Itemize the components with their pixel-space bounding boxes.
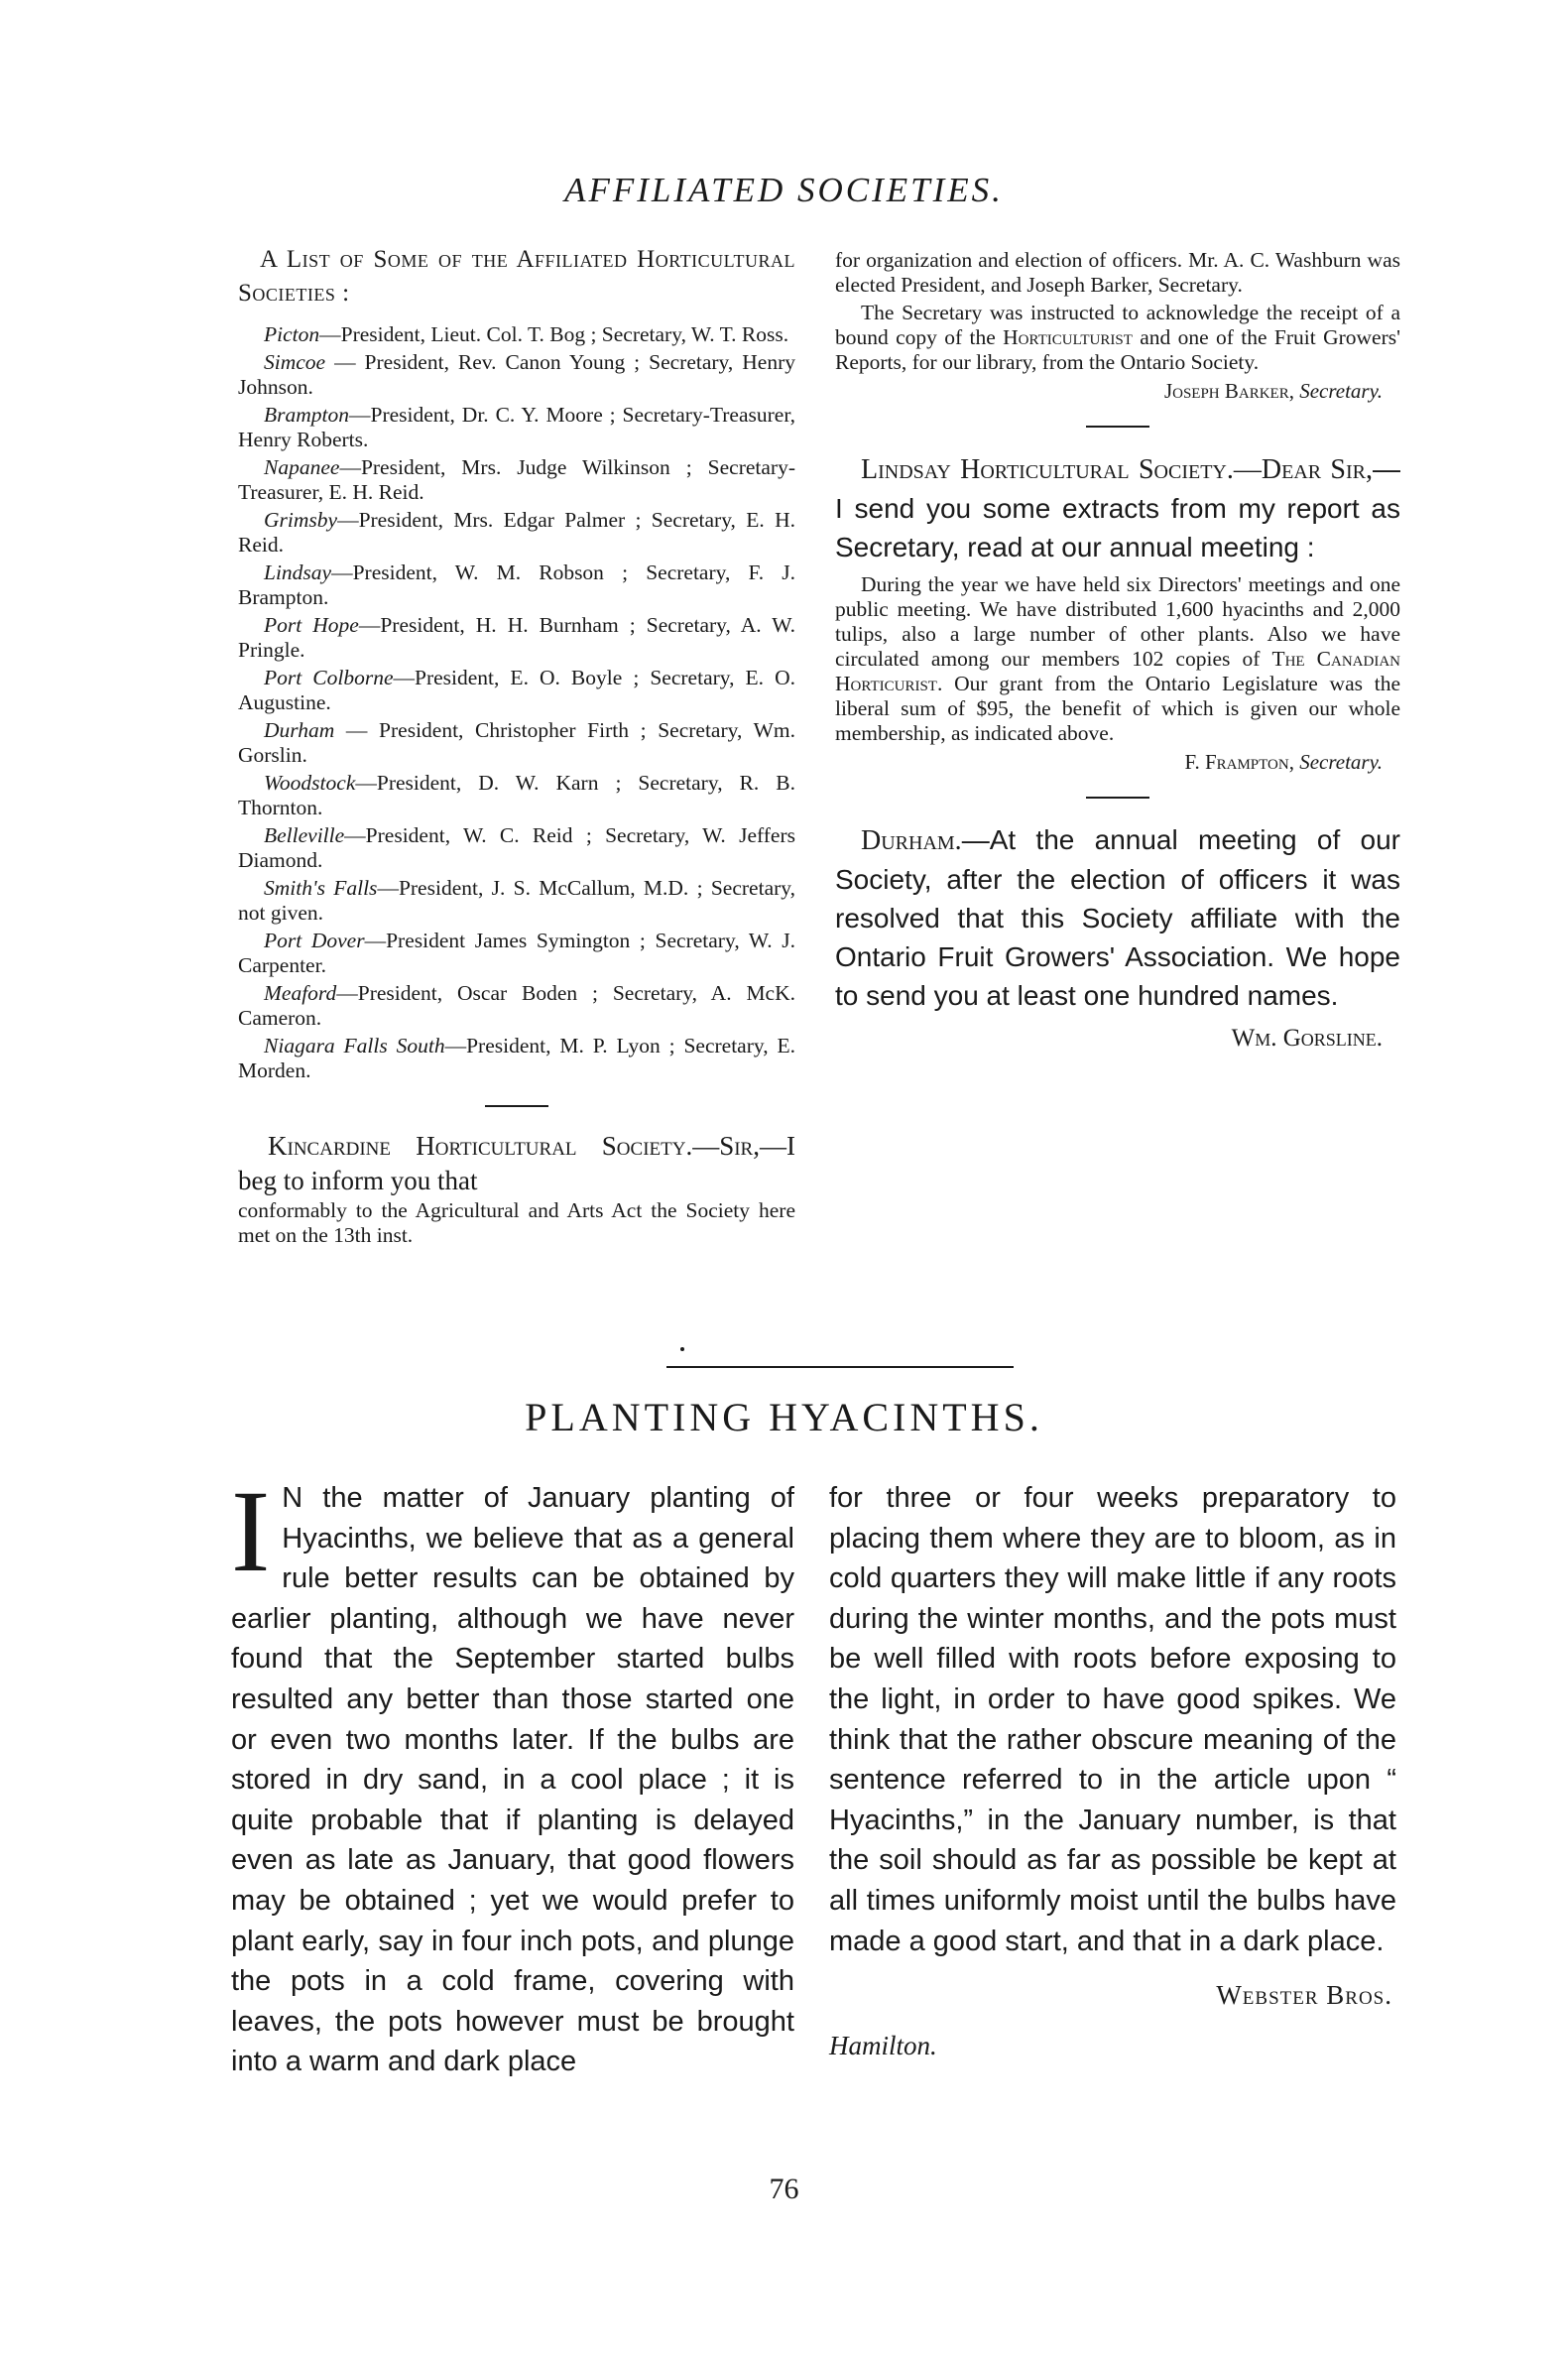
section-rule — [1086, 426, 1149, 428]
list-entry — [238, 403, 795, 452]
list-entry-place: Niagara Falls South — [264, 1034, 445, 1058]
kincardine-intro — [238, 1129, 795, 1198]
list-entry-place: Grimsby — [264, 508, 338, 532]
page-number: 76 — [769, 2173, 799, 2205]
article-signature: Webster Bros. — [1216, 1980, 1392, 2011]
kincardine-cont-p2-a: The Secretary was instructed to acknowledge the receipt of a bound copy of the — [835, 301, 1400, 349]
list-entry-place: Simcoe — [264, 350, 326, 374]
lindsay-salutation: Dear Sir, — [1261, 454, 1373, 485]
kincardine-letter — [238, 1129, 795, 1198]
list-entry-text: —President, Dr. C. Y. Moore ; Secretary-Treasurer, Henry Roberts. — [238, 403, 795, 451]
list-entry-place: Lindsay — [264, 560, 332, 584]
societies-list — [238, 322, 795, 1083]
list-entry — [238, 876, 795, 926]
list-entry-text: —President, H. H. Burnham ; Secretary, A. W. Pringle. — [238, 613, 795, 662]
list-entry-place: Port Hope — [264, 613, 359, 637]
kincardine-cont-p2-b: and one of the Fruit Growers' Reports, for our library, from the Ontario Society. — [835, 325, 1400, 374]
list-entry-place: Port Dover — [264, 929, 365, 952]
list-entry-text: —President, J. S. McCallum, M.D. ; Secretary, not given. — [238, 876, 795, 925]
list-entry — [238, 508, 795, 558]
article-title: PLANTING HYACINTHS. — [525, 1395, 1043, 1439]
lindsay-sig-title: Secretary. — [1299, 750, 1383, 774]
lindsay-signature — [835, 750, 1383, 775]
kincardine-cont-p2-sc: Horticulturist — [1003, 325, 1133, 349]
lindsay-extract-b: Our grant from the Ontario Legislature was the liberal sum of $95, the benefit of which is given our whole membership, as indicated above. — [835, 672, 1400, 745]
societies-list-heading: A List of Some of the Affiliated Horticultural Societies : — [238, 246, 795, 307]
kincardine-cont-p1: for organization and election of officers. Mr. A. C. Washburn was elected President, and Joseph Barker, Secretary. — [835, 248, 1400, 297]
lindsay-sig-name: F. Frampton, — [1184, 750, 1294, 774]
list-entry — [238, 1034, 795, 1083]
section-rule — [485, 1105, 548, 1107]
list-entry-place: Durham — [264, 718, 335, 742]
drop-cap: I — [231, 1466, 271, 1596]
list-entry — [238, 560, 795, 610]
list-entry-text: —President, W. C. Reid ; Secretary, W. Jeffers Diamond. — [238, 823, 795, 872]
list-entry-text: —President, Oscar Boden ; Secretary, A. McK. Cameron. — [238, 981, 795, 1030]
list-entry — [238, 823, 795, 873]
lindsay-extract-sc: The Canadian Horticurist. — [835, 647, 1400, 695]
list-entry-text: —President James Symington ; Secretary, W. J. Carpenter. — [238, 929, 796, 977]
list-entry-place: Smith's Falls — [264, 876, 378, 900]
article-left-column — [231, 1466, 794, 2082]
kincardine-sig-title: Secretary. — [1299, 379, 1383, 403]
right-column-top — [835, 248, 1400, 1053]
list-entry-text: — President, Christopher Firth ; Secretary, Wm. Gorslin. — [238, 718, 795, 767]
running-head: AFFILIATED SOCIETIES. — [564, 171, 1004, 209]
kincardine-sig-name: Joseph Barker, — [1163, 379, 1294, 403]
list-entry — [238, 350, 795, 400]
lindsay-extract-a: During the year we have held six Directors' meetings and one public meeting. We have distributed 1,600 hyacinths and 2,000 tulips, also a large number of other plants. Also we have circulated among our members 102 copies of — [835, 572, 1400, 671]
lindsay-body — [835, 572, 1400, 746]
durham-heading: Durham. — [861, 825, 962, 856]
kincardine-small-text: conformably to the Agricultural and Arts Act the Society here met on the 13th inst. — [238, 1198, 795, 1247]
kincardine-intro-text: I beg to inform you that — [238, 1131, 795, 1195]
list-entry-place: Meaford — [264, 981, 337, 1005]
lindsay-intro-text: —I send you some extracts from my report as Secretary, read at our annual meeting : — [835, 453, 1400, 562]
list-entry — [238, 322, 795, 347]
list-entry-place: Brampton — [264, 403, 349, 427]
kincardine-heading: Kincardine Horticultural Society. — [268, 1131, 693, 1161]
list-entry-place: Belleville — [264, 823, 345, 847]
durham-signature: Wm. Gorsline. — [1231, 1025, 1383, 1052]
kincardine-salutation: —Sir,— — [692, 1131, 786, 1161]
section-rule — [1086, 797, 1149, 799]
kincardine-body — [238, 1198, 795, 1248]
list-entry-text: —President, Lieut. Col. T. Bog ; Secretary, W. T. Ross. — [319, 322, 789, 346]
kincardine-cont-p2 — [835, 301, 1400, 375]
article-left-paragraph — [231, 1466, 794, 2082]
kincardine-continued — [835, 248, 1400, 375]
section-divider — [666, 1366, 1014, 1368]
divider-dot — [680, 1347, 684, 1351]
list-entry-place: Port Colborne — [264, 666, 394, 689]
list-entry — [238, 613, 795, 663]
list-entry — [238, 718, 795, 768]
list-entry-text: — President, Rev. Canon Young ; Secretary, Henry Johnson. — [238, 350, 795, 399]
list-entry-place: Napanee — [264, 455, 340, 479]
list-entry-text: —President, Mrs. Edgar Palmer ; Secretary, E. H. Reid. — [238, 508, 795, 557]
lindsay-heading: Lindsay Horticultural Society.— — [861, 454, 1262, 485]
lindsay-letter — [835, 449, 1400, 566]
article-left-text: N the matter of January planting of Hyacinths, we believe that as a general rule better results can be obtained by earlier planting, although we have never found that the September started bulbs resulted any better than those started one or even two months later. If the bulbs are stored in dry sand, in a cool place ; it is quite probable that if planting is delayed even as late as January, that good flowers may be obtained ; yet we would prefer to plant early, say in four inch pots, and plunge the pots in a cold frame, covering with leaves, the pots however must be brought into a warm and dark place — [231, 1482, 794, 2078]
article-right-column — [829, 1478, 1396, 2065]
list-entry — [238, 771, 795, 820]
list-entry-text: —President, E. O. Boyle ; Secretary, E. O. Augustine. — [238, 666, 795, 714]
list-entry — [238, 929, 795, 978]
durham-text-para — [835, 820, 1400, 1015]
lindsay-intro — [835, 449, 1400, 566]
durham-letter — [835, 820, 1400, 1015]
list-entry-text: —President, W. M. Robson ; Secretary, F. J. Brampton. — [238, 560, 795, 609]
kincardine-signature — [835, 379, 1383, 404]
lindsay-extract — [835, 572, 1400, 746]
article-right-text: for three or four weeks preparatory to placing them where they are to bloom, as in cold quarters they will make little if any roots during the winter months, and the pots must be well filled with roots before exposing to the light, in order to have good spikes. We think that the rather obscure meaning of the sentence referred to in the article upon “ Hyacinths,” in the January number, is that the soil should as far as possible be kept at all times uniformly moist until the bulbs have made a good start, and that in a dark place. — [829, 1482, 1396, 1957]
list-entry-text: —President, D. W. Karn ; Secretary, R. B. Thornton. — [238, 771, 795, 819]
list-entry-place: Woodstock — [264, 771, 356, 795]
list-entry-place: Picton — [264, 322, 320, 346]
list-entry-text: —President, Mrs. Judge Wilkinson ; Secretary-Treasurer, E. H. Reid. — [238, 455, 795, 504]
list-entry — [238, 455, 795, 505]
left-column-top — [238, 243, 795, 1251]
list-entry-text: —President, M. P. Lyon ; Secretary, E. Morden. — [238, 1034, 795, 1082]
durham-text: —At the annual meeting of our Society, after the election of officers it was resolved that this Society affiliate with the Ontario Fruit Growers' Association. We hope to send you at least one hundred names. — [835, 824, 1400, 1011]
article-place: Hamilton. — [829, 2030, 937, 2060]
list-entry — [238, 666, 795, 715]
list-entry — [238, 981, 795, 1031]
